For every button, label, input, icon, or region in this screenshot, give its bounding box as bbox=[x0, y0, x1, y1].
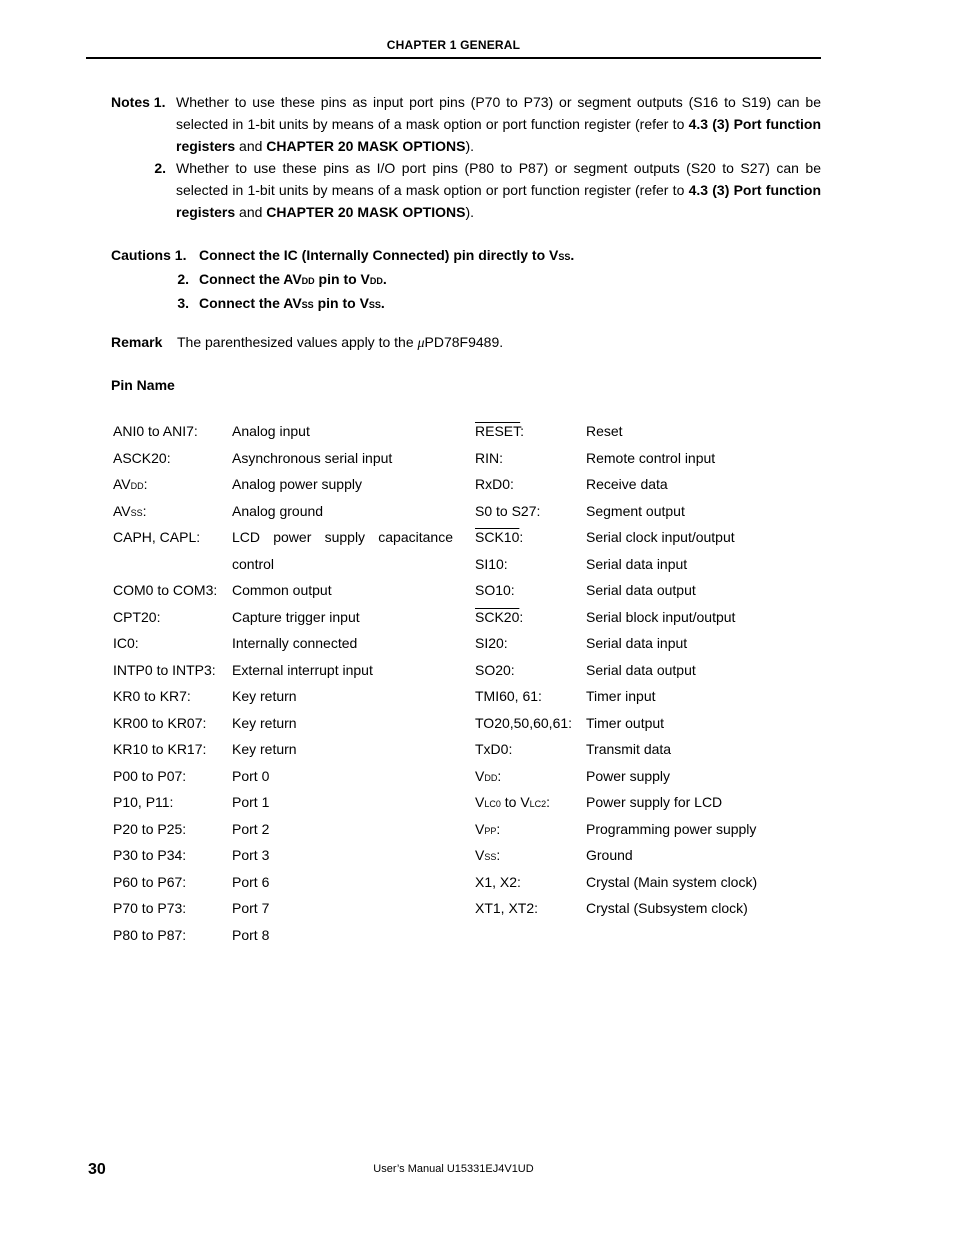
pin-description: Port 7 bbox=[232, 900, 270, 916]
pin-name: VLC0 to VLC2: bbox=[475, 794, 551, 810]
pin-table-right bbox=[475, 418, 757, 922]
pin-row bbox=[475, 789, 757, 816]
pin-name: AVSS: bbox=[113, 502, 147, 519]
pin-row bbox=[475, 445, 757, 472]
pin-name: INTP0 to INTP3: bbox=[113, 661, 216, 678]
pin-name: RESET: bbox=[475, 423, 525, 439]
pin-name: VDD: bbox=[475, 767, 502, 784]
caution-2-text: Connect the AVDD pin to VDD. bbox=[199, 271, 387, 287]
caution-1 bbox=[111, 244, 821, 268]
footer-manual-id: User’s Manual U15331EJ4V1UD bbox=[373, 1163, 534, 1175]
pin-description: Key return bbox=[232, 688, 297, 704]
pin-row bbox=[475, 736, 757, 763]
pin-name: CAPH, CAPL: bbox=[113, 529, 201, 545]
pin-name: KR0 to KR7: bbox=[113, 688, 191, 704]
pin-description: Serial block input/output bbox=[586, 608, 736, 625]
note-2-number: 2. bbox=[154, 160, 166, 176]
caution-3-number: 3. bbox=[177, 295, 189, 311]
pin-row bbox=[475, 577, 757, 604]
pin-row bbox=[475, 498, 757, 525]
pin-description: External interrupt input bbox=[232, 661, 373, 678]
pin-description: Timer output bbox=[586, 714, 665, 731]
remark-text: The parenthesized values apply to the μPD78F9489. bbox=[177, 334, 504, 351]
pin-description: Crystal (Subsystem clock) bbox=[586, 900, 748, 916]
pin-name: SO20: bbox=[475, 661, 515, 678]
pin-row bbox=[475, 630, 757, 657]
pin-name: XT1, XT2: bbox=[475, 900, 539, 916]
pin-name: P80 to P87: bbox=[113, 926, 187, 943]
pin-row bbox=[113, 895, 453, 922]
note-2-text: Whether to use these pins as I/O port pins (P80 to P87) or segment outputs (S20 to S27) can be selected in 1-bit units by means of a mask option or port function register (refer to 4.3 (3) Port function registers and CHAPTER 20 MASK OPTIONS). bbox=[176, 160, 822, 220]
pin-description: Reset bbox=[586, 423, 623, 439]
pin-row bbox=[475, 763, 757, 790]
pin-name: KR00 to KR07: bbox=[113, 714, 207, 731]
pin-description: Port 8 bbox=[232, 926, 270, 943]
pin-name: IC0: bbox=[113, 635, 139, 651]
pin-row bbox=[113, 816, 453, 843]
pin-row bbox=[475, 524, 757, 551]
pin-description: Ground bbox=[586, 847, 633, 863]
pin-row bbox=[475, 471, 757, 498]
caution-3-text: Connect the AVSS pin to VSS. bbox=[199, 295, 385, 311]
pin-name: ASCK20: bbox=[113, 449, 171, 466]
remark-section bbox=[111, 331, 821, 355]
cautions-section bbox=[111, 244, 821, 316]
pin-row bbox=[113, 922, 453, 949]
pin-row bbox=[475, 842, 757, 869]
pin-row bbox=[113, 842, 453, 869]
pin-description: Key return bbox=[232, 741, 297, 757]
pin-description: Port 2 bbox=[232, 820, 270, 837]
pin-name: TO20,50,60,61: bbox=[475, 714, 573, 731]
pin-description: Common output bbox=[232, 582, 332, 598]
pin-name: AVDD: bbox=[113, 476, 148, 492]
pin-description: Serial data output bbox=[586, 661, 696, 678]
pin-name: P60 to P67: bbox=[113, 873, 187, 890]
pin-description: Power supply for LCD bbox=[586, 794, 723, 810]
pin-name: TMI60, 61: bbox=[475, 688, 542, 704]
pin-name: VSS: bbox=[475, 847, 501, 863]
pin-row bbox=[475, 816, 757, 843]
pin-description: Asynchronous serial input bbox=[232, 449, 393, 466]
pin-description: Transmit data bbox=[586, 741, 672, 757]
pin-row bbox=[113, 551, 453, 578]
pin-description: Analog power supply bbox=[232, 476, 362, 492]
page-number: 30 bbox=[88, 1161, 106, 1178]
pin-name: SCK10: bbox=[475, 529, 524, 545]
header-rule bbox=[86, 57, 821, 59]
caution-2 bbox=[111, 268, 821, 292]
caution-3 bbox=[111, 292, 821, 316]
pin-row bbox=[475, 551, 757, 578]
pin-row bbox=[113, 657, 453, 684]
pin-description: LCD power supply capacitance bbox=[232, 529, 453, 545]
pin-description: Port 3 bbox=[232, 847, 270, 863]
pin-row bbox=[475, 869, 757, 896]
pin-name: KR10 to KR17: bbox=[113, 741, 207, 757]
caution-1-text: Connect the IC (Internally Connected) pin directly to VSS. bbox=[199, 247, 575, 263]
pin-name: TxD0: bbox=[475, 741, 513, 757]
pin-name: P10, P11: bbox=[113, 794, 174, 810]
pin-description: Segment output bbox=[586, 502, 685, 519]
pin-row bbox=[475, 710, 757, 737]
pin-description: Programming power supply bbox=[586, 820, 757, 837]
pin-row bbox=[475, 418, 757, 445]
pin-description: Power supply bbox=[586, 767, 671, 784]
caution-2-number: 2. bbox=[177, 271, 189, 287]
pin-name: SI20: bbox=[475, 635, 508, 651]
pin-name: P70 to P73: bbox=[113, 900, 187, 916]
pin-description: Remote control input bbox=[586, 449, 716, 466]
pin-description: Internally connected bbox=[232, 635, 358, 651]
note-1-text: Whether to use these pins as input port pins (P70 to P73) or segment outputs (S16 to S19) can be selected in 1-bit units by means of a mask option or port function register (refer to 4.3 (3) Port function registers and CHAPTER 20 MASK OPTIONS). bbox=[176, 94, 822, 154]
pin-row bbox=[475, 895, 757, 922]
pin-row bbox=[113, 683, 453, 710]
pin-description: Port 0 bbox=[232, 767, 270, 784]
pin-description: Serial data input bbox=[586, 635, 688, 651]
pin-name: SCK20: bbox=[475, 608, 524, 625]
pin-row bbox=[113, 577, 453, 604]
pin-description: Key return bbox=[232, 714, 297, 731]
pin-description: Analog input bbox=[232, 423, 310, 439]
pin-row bbox=[113, 524, 453, 551]
pin-row bbox=[113, 418, 453, 445]
pin-row bbox=[113, 736, 453, 763]
pin-name: S0 to S27: bbox=[475, 502, 541, 519]
pin-row bbox=[113, 604, 453, 631]
pin-row bbox=[113, 498, 453, 525]
notes-section bbox=[111, 91, 821, 223]
pin-name: P20 to P25: bbox=[113, 820, 187, 837]
pin-description: Timer input bbox=[586, 688, 656, 704]
pin-name: SI10: bbox=[475, 555, 508, 572]
pin-description: Serial clock input/output bbox=[586, 529, 735, 545]
pin-row bbox=[113, 869, 453, 896]
cautions-label: Cautions 1. bbox=[111, 247, 187, 263]
pin-name: SO10: bbox=[475, 582, 515, 598]
pin-table-left bbox=[113, 418, 453, 948]
pin-row bbox=[113, 789, 453, 816]
pin-description: Serial data output bbox=[586, 582, 696, 598]
pin-description: Serial data input bbox=[586, 555, 688, 572]
pin-row bbox=[113, 471, 453, 498]
pin-description: control bbox=[232, 555, 275, 572]
pin-name: RxD0: bbox=[475, 476, 514, 492]
pin-name bbox=[113, 551, 232, 578]
pin-row bbox=[475, 683, 757, 710]
note-1 bbox=[111, 91, 821, 157]
remark-label: Remark bbox=[111, 334, 163, 350]
pin-name: COM0 to COM3: bbox=[113, 582, 218, 598]
pin-row bbox=[113, 630, 453, 657]
pin-row bbox=[475, 657, 757, 684]
pin-description: Capture trigger input bbox=[232, 608, 360, 625]
pin-name-title: Pin Name bbox=[111, 377, 175, 393]
pin-name: CPT20: bbox=[113, 608, 161, 625]
pin-name: X1, X2: bbox=[475, 873, 521, 890]
pin-name: P00 to P07: bbox=[113, 767, 187, 784]
pin-name: VPP: bbox=[475, 820, 501, 837]
pin-description: Port 1 bbox=[232, 794, 270, 810]
pin-name: RIN: bbox=[475, 449, 503, 466]
note-2 bbox=[111, 157, 821, 223]
pin-description: Crystal (Main system clock) bbox=[586, 873, 758, 890]
notes-label: Notes 1. bbox=[111, 94, 166, 110]
pin-name: ANI0 to ANI7: bbox=[113, 423, 198, 439]
pin-description: Analog ground bbox=[232, 502, 324, 519]
pin-row bbox=[113, 710, 453, 737]
pin-row bbox=[113, 763, 453, 790]
pin-description: Receive data bbox=[586, 476, 668, 492]
pin-row bbox=[475, 604, 757, 631]
chapter-header: CHAPTER 1 GENERAL bbox=[386, 38, 521, 52]
pin-description: Port 6 bbox=[232, 873, 270, 890]
pin-row bbox=[113, 445, 453, 472]
pin-name: P30 to P34: bbox=[113, 847, 187, 863]
